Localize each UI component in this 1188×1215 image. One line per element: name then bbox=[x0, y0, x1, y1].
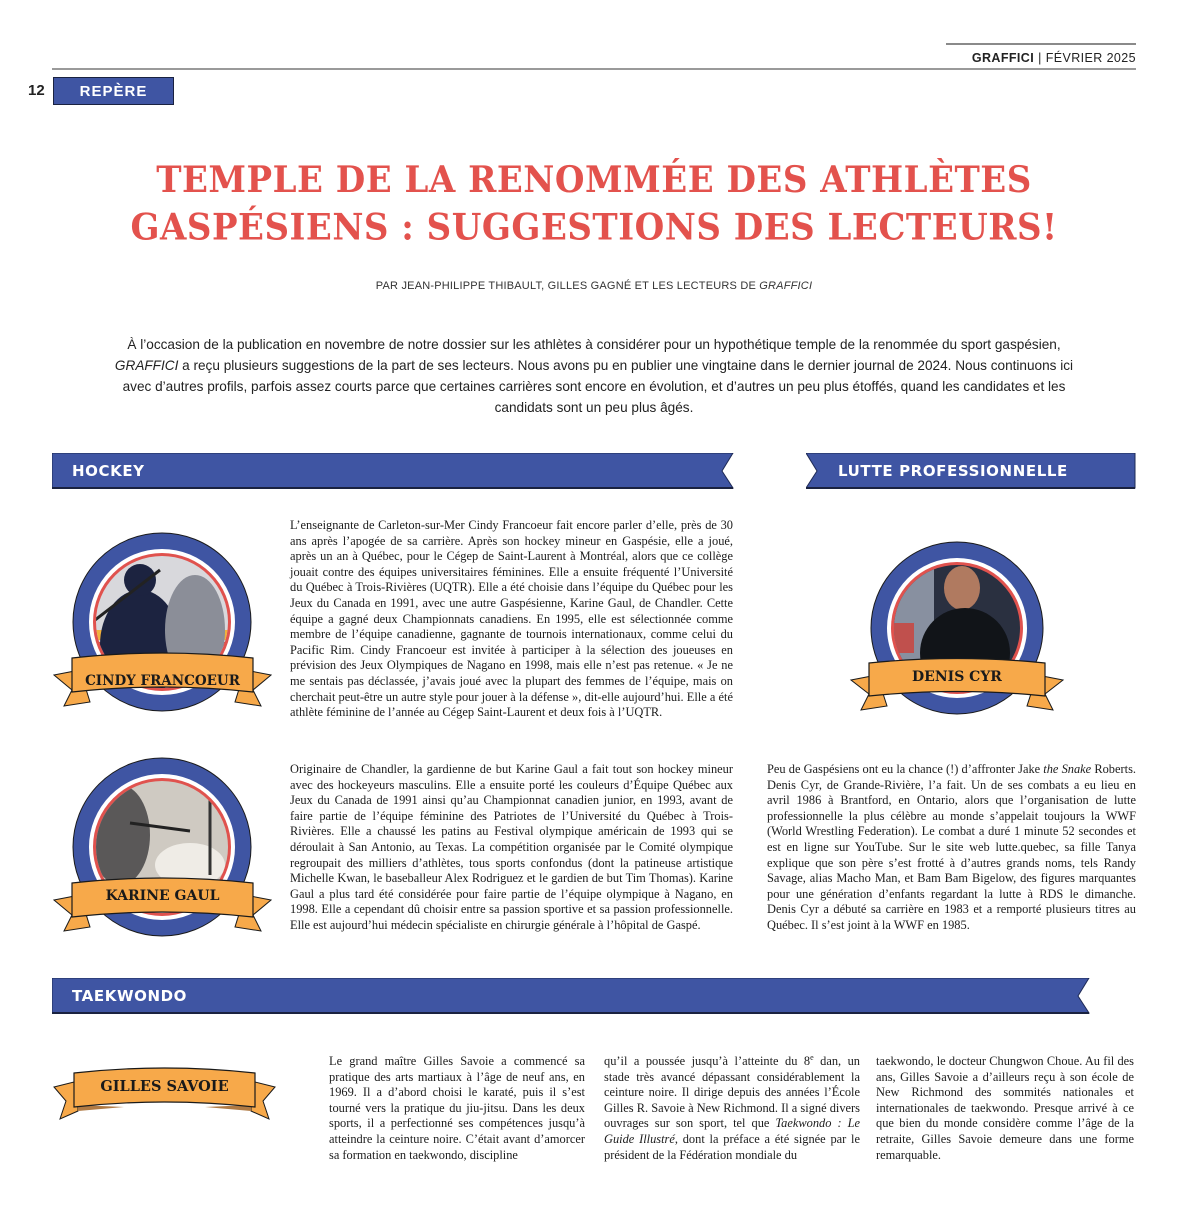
byline-publication: GRAFFICI bbox=[759, 280, 813, 292]
banner-shape bbox=[52, 453, 734, 489]
banner-lutte bbox=[806, 453, 1136, 489]
article-title bbox=[60, 156, 1128, 251]
photo-medallion bbox=[50, 530, 275, 720]
banner-label: HOCKEY bbox=[72, 462, 145, 480]
banner-label: LUTTE PROFESSIONNELLE bbox=[838, 462, 1068, 480]
banner-hockey bbox=[52, 453, 734, 489]
intro-paragraph bbox=[108, 334, 1080, 418]
masthead-separator: | bbox=[1038, 51, 1042, 65]
masthead bbox=[972, 51, 1136, 65]
bio-gilles-savoie-col3: taekwondo, le docteur Chungwon Choue. Au fil des ans, Gilles Savoie a d’ailleurs reçu à son école de New Richmond des sommités nationales et internationales de taekwondo. Presque arrivé à ce que bien du monde considère comme l’âge de la retraite, Gilles Savoie demeure dans une forme remarquable. bbox=[876, 1054, 1134, 1162]
badge-gilles-savoie bbox=[52, 1065, 277, 1125]
bio-text-a: Peu de Gaspésiens ont eu la chance (!) d’affronter Jake bbox=[767, 762, 1044, 776]
bio-denis-cyr bbox=[767, 762, 1136, 934]
banner-label: TAEKWONDO bbox=[72, 987, 187, 1005]
byline-authors: PAR JEAN-PHILIPPE THIBAULT, GILLES GAGNÉ ET LES LECTEURS DE bbox=[375, 280, 760, 292]
title-line-2: GASPÉSIENS : SUGGESTIONS DES LECTEURS! bbox=[130, 206, 1058, 250]
athlete-name: DENIS CYR bbox=[912, 669, 1002, 685]
photo-medallion bbox=[50, 755, 275, 945]
bio-karine-gaul: Originaire de Chandler, la gardienne de but Karine Gaul a fait tout son hockey mineur avec des hockeyeurs masculins. Elle a ensuite porté les couleurs d’Équipe Québec aux Jeux du Canada de 1991 ainsi qu’au Championnat canadien junior, en 1993, avant de faire partie de l’équipe féminine des Patriotes de l’Université du Québec à Trois-Rivières. Elle a chaussé les patins au Festival olympique américain de 1993 qui se déroulait à San Antonio, au Texas. La compétition organisée par le Comité olympique regroupait des milliers d’athlètes, tous sports confondus (dont la patineuse artistique Michelle Kwan, le baseballeur Alex Rodriguez et le gardien de but Tim Thomas). Karine Gaul a plus tard été considérée pour faire partie de l’équipe olympique à Nagano, en 1998. Elle a cependant dû choisir entre sa passion sportive et sa passion professionnelle. Elle est aujourd’hui médecin spécialiste en chirurgie générale à l’hôpital de Gaspé. bbox=[290, 762, 733, 932]
athlete-name: KARINE GAUL bbox=[105, 888, 220, 904]
byline bbox=[60, 280, 1128, 292]
badge-karine-gaul bbox=[50, 755, 275, 945]
issue-date: FÉVRIER 2025 bbox=[1045, 51, 1136, 65]
header-rule bbox=[52, 68, 1136, 70]
bio-gilles-savoie-col2 bbox=[604, 1054, 860, 1163]
badge-denis-cyr bbox=[847, 538, 1067, 723]
title-line-1: TEMPLE DE LA RENOMMÉE DES ATHLÈTES bbox=[156, 158, 1032, 202]
name-ribbon bbox=[52, 1065, 277, 1125]
badge-cindy-francoeur bbox=[50, 530, 275, 720]
athlete-name: CINDY FRANCOEUR bbox=[85, 673, 240, 689]
bio-cindy-francoeur: L’enseignante de Carleton-sur-Mer Cindy Francoeur fait encore parler d’elle, près de 30 ans après l’apogée de sa carrière. Après son hockey mineur en Gaspésie, elle a joué, après un an à Québec, pour le Cégep de Saint-Laurent à Montréal, alors que ce collège jouait contre des équipes universitaires féminines. Elle a ensuite fréquenté l’Université du Québec à Trois-Rivières (UQTR). Elle a été choisie dans l’équipe du Québec pour les Jeux du Canada en 1991, avec une autre Gaspésienne, Karine Gaul, de Chandler. Cette équipe a gagné deux Championnats canadiens. En 1995, elle est sélectionnée comme membre de l’équipe canadienne, gagnante de tournois internationaux, comme celui du Pacific Rim. Cindy Francoeur est invitée à participer à la sélection des joueuses en prévision des Jeux Olympiques de Nagano en 1998, mais elle n’est pas retenue. « Je ne me sentais pas déclassée, j’avais joué avec la plupart des femmes de l’équipe, mais on cherchait peut-être un autre style pour jouer à la défense », dit-elle aujourd’hui. Elle a été athlète féminine de l’année au Cégep Saint-Laurent et deux fois à l’UQTR. bbox=[290, 518, 733, 720]
intro-publication: GRAFFICI bbox=[114, 358, 179, 373]
photo-medallion bbox=[847, 538, 1067, 723]
athlete-name: GILLES SAVOIE bbox=[100, 1078, 229, 1095]
bio-text-c: , dont la préface a été signée par le président de la Fédération mondiale du bbox=[604, 1131, 860, 1162]
bio-text-a: qu’il a poussée jusqu’à l’atteinte du 8 bbox=[604, 1054, 811, 1068]
book-title: Taekwondo : Le Guide Illustré bbox=[604, 1116, 860, 1146]
ordinal-suffix: e bbox=[810, 1052, 814, 1062]
bio-text-b: Roberts. Denis Cyr, de Grande-Rivière, l’a fait. Un de ses combats a eu lieu en avril 1986 à Brantford, en Ontario, alors que l’organisation de lutte professionnelle la plus célèbre au monde s’appelait toujours la WWF (World Wrestling Federation). Le combat a duré 1 minute 52 secondes et est en ligne sur YouTube. Sur le site web lutte.quebec, sa fille Tanya explique que son père s’est frotté à d’autres grands noms, tels Randy Savage, alias Macho Man, et Bam Bam Bigelow, des figures marquantes pour une génération d’enfants regardant la lutte à RDS le dimanche. Denis Cyr a débuté sa carrière en 1983 et a remporté plusieurs titres au Québec. Il s’est joint à la WWF en 1985. bbox=[767, 762, 1136, 932]
bio-nickname: the Snake bbox=[1043, 762, 1092, 776]
publication-name: GRAFFICI bbox=[971, 51, 1035, 65]
page-number: 12 bbox=[28, 82, 45, 99]
section-tag: REPÈRE bbox=[53, 77, 174, 105]
bio-gilles-savoie-col1: Le grand maître Gilles Savoie a commencé sa pratique des arts martiaux à l’âge de neuf ans, en 1969. Il a d’abord choisi le karaté, puis il s’est tourné vers la pratique du jiu-jitsu. Dans les deux sports, il a perfectionné ses compétences jusqu’à atteindre la ceinture noire. C’était avant d’amorcer sa formation en taekwondo, discipline bbox=[329, 1054, 585, 1162]
banner-shape bbox=[52, 978, 1090, 1014]
banner-taekwondo bbox=[52, 978, 1090, 1014]
intro-text-b: a reçu plusieurs suggestions de la part de ses lecteurs. Nous avons pu en publier une vingtaine dans le dernier journal de 2024. Nous continuons ici avec d’autres profils, parfois assez courts parce que certaines carrières sont encore en évolution, et d’autres un peu plus étoffés, quand les candidates et les candidats sont un peu plus âgés. bbox=[122, 358, 1074, 415]
top-rule bbox=[946, 43, 1136, 45]
intro-text-a: À l’occasion de la publication en novembre de notre dossier sur les athlètes à considérer pour un hypothétique temple de la renommée du sport gaspésien, bbox=[127, 337, 1061, 352]
bio-text-b: dan, un stade très avancé dépassant considérablement la ceinture noire. Il dirige depuis des années l’École Gilles R. Savoie à New Richmond. Il a signé divers ouvrages sur son sport, tel que bbox=[604, 1054, 861, 1131]
